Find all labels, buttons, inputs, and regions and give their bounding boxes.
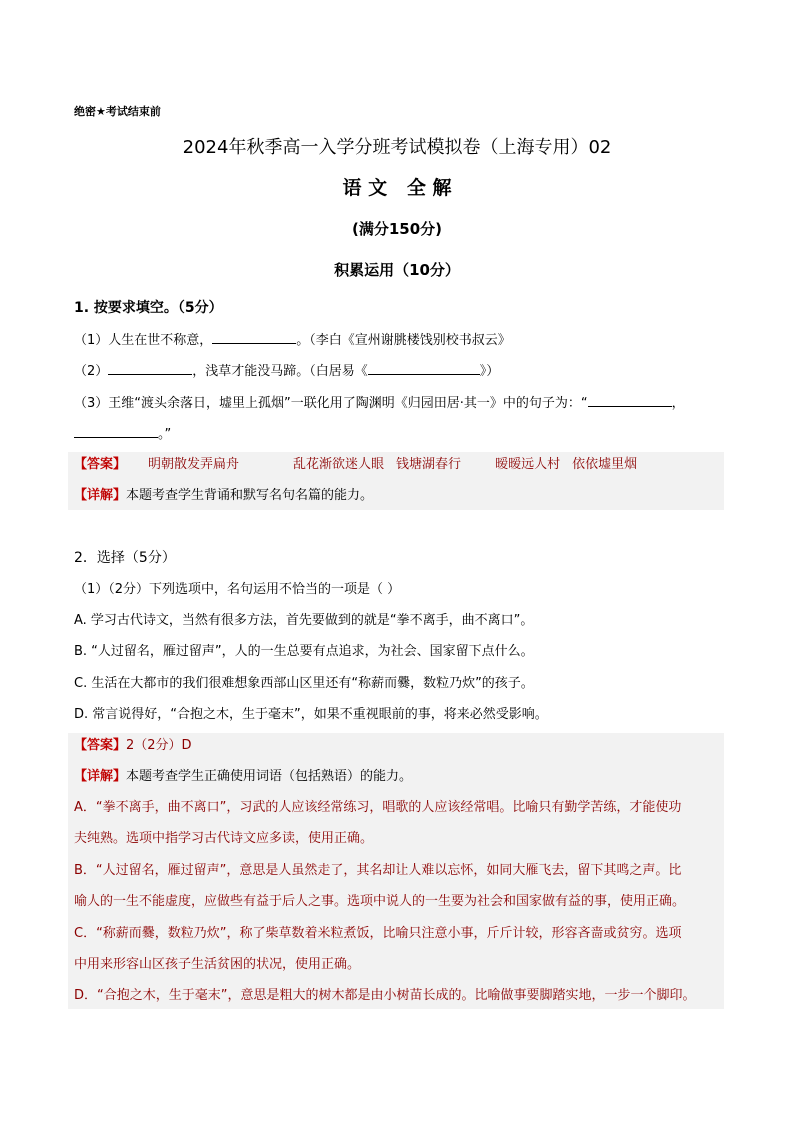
- explain-line: D．“合抱之木，生于毫末”，意思是粗大的树木都是由小树苗长成的。比喻做事要脚踏实地，一步一个脚印。: [74, 988, 696, 1003]
- q2-option-b: B. “人过留名，雁过留声”，人的一生总要有点追求，为社会、国家留下点什么。: [74, 644, 534, 659]
- q1-item-2: [74, 361, 499, 381]
- q1-item-3-cont: [74, 424, 171, 444]
- q1-item-3: [74, 393, 685, 413]
- fill-blank[interactable]: [74, 424, 158, 438]
- answer-value: 2（2分）D: [126, 738, 192, 753]
- detail-label: 【详解】: [74, 488, 127, 503]
- q2-detail: [74, 768, 412, 786]
- detail-label: 【详解】: [74, 769, 127, 784]
- q2-option-d: D. 常言说得好，“合抱之木，生于毫末”，如果不重视眼前的事，将来必然受影响。: [74, 707, 548, 722]
- q2-title: 2．选择（5分）: [74, 550, 176, 566]
- q1-item-2-text-b: ，浅草才能没马蹄。（白居易《: [192, 364, 368, 379]
- q2-answer: [74, 737, 192, 755]
- detail-text: 本题考查学生背诵和默写名句名篇的能力。: [126, 488, 374, 503]
- q1-item-2-text-c: 》）: [479, 364, 500, 379]
- q1-item-3-text-b: ，: [671, 396, 685, 411]
- answer-value: 钱塘湖春行: [396, 457, 462, 472]
- explain-line: C．“称薪而爨，数粒乃炊”，称了柴草数着米粒煮饭，比喻只注意小事，斤斤计较，形容吝啬或贫穷。选项: [74, 926, 682, 941]
- secret-label: 绝密★考试结束前: [74, 105, 161, 118]
- answer-value: 乱花渐欲迷人眼: [293, 457, 385, 472]
- q1-answer: [74, 456, 637, 474]
- q2-stem: （1）（2分）下列选项中，名句运用不恰当的一项是（ ）: [74, 582, 401, 597]
- q2-option-c: C. 生活在大都市的我们很难想象西部山区里还有“称薪而爨，数粒乃炊”的孩子。: [74, 676, 534, 691]
- q1-item-1-text-a: （1）人生在世不称意，: [74, 333, 213, 348]
- answer-value: 依依墟里烟: [572, 457, 638, 472]
- explain-line: 喻人的一生不能虚度，应做些有益于后人之事。选项中说人的一生要为社会和国家做有益的事，使用正确。: [74, 894, 686, 909]
- fill-blank[interactable]: [588, 393, 672, 407]
- answer-label: 【答案】: [74, 738, 127, 753]
- full-score: (满分150分): [351, 220, 443, 238]
- q1-item-3-text-c: 。”: [158, 427, 172, 442]
- fill-blank[interactable]: [368, 361, 480, 375]
- q2-option-a: A. 学习古代诗文，当然有很多方法，首先要做到的就是“拳不离手，曲不离口”。: [74, 613, 534, 628]
- answer-label: 【答案】: [74, 457, 127, 472]
- explain-line: 中用来形容山区孩子生活贫困的状况，使用正确。: [74, 957, 361, 972]
- fill-blank[interactable]: [212, 330, 296, 344]
- explain-line: B．“人过留名，雁过留声”，意思是人虽然走了，其名却让人难以忘怀，如同大雁飞去，留下其鸣之声。比: [74, 863, 682, 878]
- q1-item-3-text-a: （3）王维“渡头余落日，墟里上孤烟”一联化用了陶渊明《归园田居·其一》中的句子为：“: [74, 396, 588, 411]
- answer-value: 暧暧远人村: [495, 457, 561, 472]
- q1-detail: [74, 487, 373, 505]
- q1-title: 1. 按要求填空。（5分）: [74, 300, 223, 316]
- answer-value: 明朝散发弄扁舟: [148, 457, 240, 472]
- page-title: 2024年秋季高一入学分班考试模拟卷（上海专用）02: [182, 137, 612, 158]
- q1-item-1: [74, 330, 511, 350]
- detail-text: 本题考查学生正确使用词语（包括熟语）的能力。: [126, 769, 413, 784]
- page-subtitle: 语 文 全 解: [342, 177, 452, 199]
- q1-item-1-text-b: 。（李白《宣州谢朓楼饯别校书叔云》: [296, 333, 511, 348]
- explain-line: 夫纯熟。选项中指学习古代诗文应多读，使用正确。: [74, 831, 374, 846]
- q1-item-2-text-a: （2）: [74, 364, 109, 379]
- fill-blank[interactable]: [108, 361, 192, 375]
- explain-line: A．“拳不离手，曲不离口”，习武的人应该经常练习，唱歌的人应该经常唱。比喻只有勤学苦练，才能使功: [74, 800, 682, 815]
- section-heading: 积累运用（10分）: [334, 261, 460, 279]
